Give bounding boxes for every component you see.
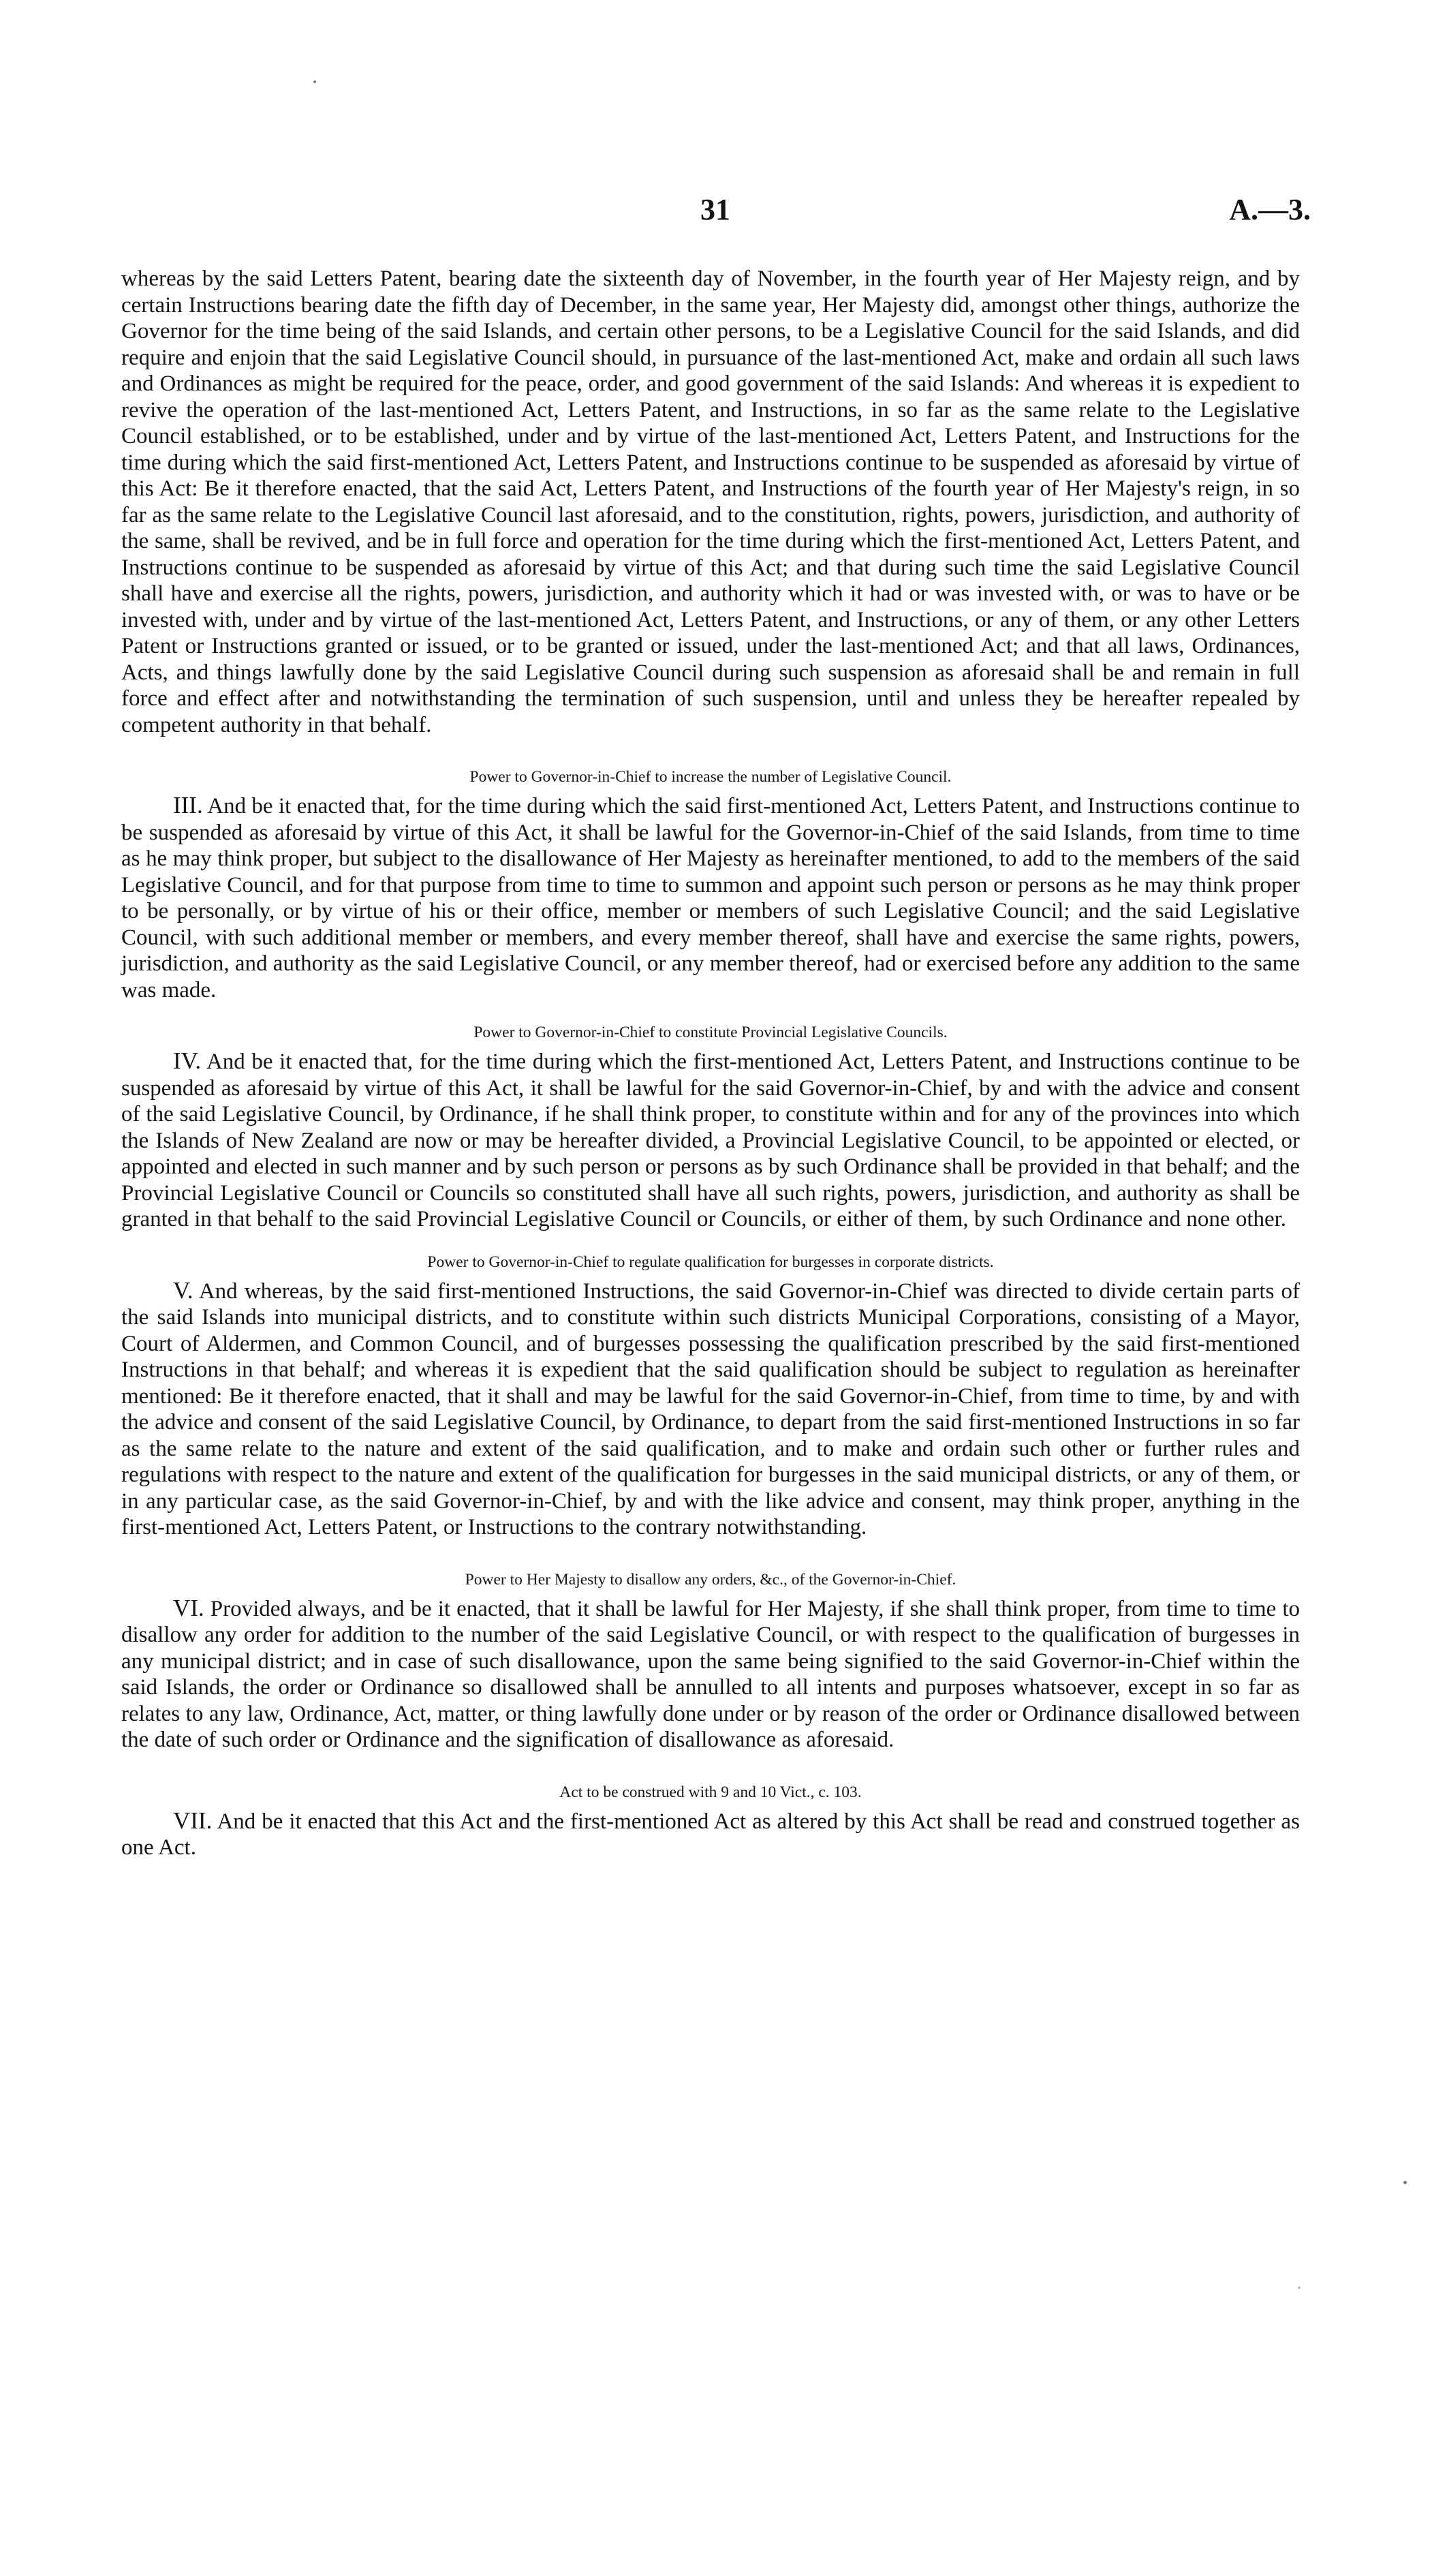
document-reference: A.—3. [1229, 193, 1311, 226]
section-paragraph [121, 1278, 1300, 1541]
section-3 [121, 767, 1300, 1003]
section-sidenote: Power to Her Majesty to disallow any orders, &c., of the Governor-in-Chief. [465, 1570, 956, 1589]
section-paragraph [121, 1595, 1300, 1753]
section-body: And be it enacted that, for the time during which the said first-mentioned Act, Letters Patent, and Instructions continue to be suspended as aforesaid by virtue of this Act, it shall be lawful for the Governor-in-Chief of the said Islands, from time to time as he may think proper, but subject to the disallowance of Her Majesty as hereinafter mentioned, to add to the members of the said Legislative Council, and for that purpose from time to time to summon and appoint such person or persons as he may think proper to be personally, or by virtue of his or their office, member or members of such Legislative Council; and the said Legislative Council, with such additional member or members, and every member thereof, shall have and exercise the same rights, powers, jurisdiction, and authority as the said Legislative Council, or any member thereof, had or exercised before any addition to the same was made. [121, 794, 1300, 1002]
section-7 [121, 1782, 1300, 1861]
section-sidenote: Act to be construed with 9 and 10 Vict., c. 103. [559, 1783, 862, 1801]
scan-speck [1298, 2286, 1301, 2289]
section-numeral: V. [173, 1276, 193, 1304]
section-body: And be it enacted that, for the time during which the first-mentioned Act, Letters Patent, and Instructions continue to be suspended as aforesaid by virtue of this Act, it shall be lawful for the said Governor-in-Chief, by and with the advice and consent of the said Legislative Council, by Ordinance, if he shall think proper, to constitute within and for any of the provinces into which the Islands of New Zealand are now or may be hereafter divided, a Provincial Legislative Council, to be appointed or elected, or appointed and elected in such manner and by such person or persons as by such Ordinance shall be provided in that behalf; and the Provincial Legislative Council or Councils so constituted shall have all such rights, powers, jurisdiction, and authority as shall be granted in that behalf to the said Provincial Legislative Council or Councils, or either of them, by such Ordinance and none other. [121, 1049, 1300, 1231]
section-5 [121, 1252, 1300, 1541]
page-number: 31 [700, 193, 730, 226]
section-numeral: III. [173, 792, 203, 818]
scan-speck [1403, 2181, 1407, 2184]
section-paragraph [121, 793, 1300, 1003]
section-body: And whereas, by the said first-mentioned Instructions, the said Governor-in-Chief was directed to divide certain parts of the said Islands into municipal districts, and to constitute within such districts Municipal Corporations, consisting of a Mayor, Court of Aldermen, and Common Council, and of burgesses possessing the qualification prescribed by the said first-mentioned Instructions in that behalf; and whereas it is expedient that the said qualification should be subject to regulation as hereinafter mentioned: Be it therefore enacted, that it shall and may be lawful for the said Governor-in-Chief, from time to time, by and with the advice and consent of the said Legislative Council, by Ordinance, to depart from the said first-mentioned Instructions in so far as the same relate to the nature and extent of the said qualification, and to make and ordain such other or further rules and regulations with respect to the nature and extent of the qualification for burgesses in the said municipal districts, or any of them, or in any particular case, as the said Governor-in-Chief, by and with the like advice and consent, may think proper, anything in the first-mentioned Act, Letters Patent, or Instructions to the contrary notwithstanding. [121, 1278, 1301, 1539]
section-numeral: VI. [173, 1594, 204, 1621]
section-sidenote: Power to Governor-in-Chief to regulate qualification for burgesses in corporate districts. [427, 1253, 994, 1271]
section-paragraph [121, 1048, 1300, 1233]
scan-speck [313, 80, 316, 83]
act-text [121, 266, 1300, 1861]
section-paragraph [121, 1808, 1300, 1861]
section-6 [121, 1569, 1300, 1753]
section-numeral: IV. [173, 1047, 202, 1074]
continuation-paragraph: whereas by the said Letters Patent, bearing date the sixteenth day of November, in the fourth year of Her Majesty reign, and by certain Instructions bearing date the fifth day of December, in the same year, Her Majesty did, amongst other things, authorize the Governor for the time being of the said Islands, and certain other persons, to be a Legislative Council for the said Islands, and did require and enjoin that the said Legislative Council should, in pursuance of the last-mentioned Act, make and ordain all such laws and Ordinances as might be required for the peace, order, and good government of the said Islands: And whereas it is expedient to revive the operation of the last-mentioned Act, Letters Patent, and Instructions, in so far as the same relate to the Legislative Council established, or to be established, under and by virtue of the last-mentioned Act, Letters Patent, and Instructions for the time during which the said first-mentioned Act, Letters Patent, and Instructions continue to be suspended as aforesaid by virtue of this Act: Be it therefore enacted, that the said Act, Letters Patent, and Instructions of the fourth year of Her Majesty's reign, in so far as the same relate to the Legislative Council last aforesaid, and to the constitution, rights, powers, jurisdiction, and authority of the same, shall be revived, and be in full force and operation for the time during which the first-mentioned Act, Letters Patent, and Instructions continue to be suspended as aforesaid by virtue of this Act; and that during such time the said Legislative Council shall have and exercise all the rights, powers, jurisdiction, and authority which it had or was invested with, or was to have or be invested with, under and by virtue of the last-mentioned Act, Letters Patent, and Instructions, or any of them, or any other Letters Patent or Instructions granted or issued, or to be granted or issued, under the last-mentioned Act; and that all laws, Ordinances, Acts, and things lawfully done by the said Legislative Council during such suspension as aforesaid shall be and remain in full force and effect after and notwithstanding the termination of such suspension, until and unless they be hereafter repealed by competent authority in that behalf. [121, 266, 1300, 737]
section-numeral: VII. [173, 1807, 213, 1834]
section-4 [121, 1022, 1300, 1233]
section-sidenote: Power to Governor-in-Chief to increase the number of Legislative Council. [469, 768, 952, 786]
section-sidenote: Power to Governor-in-Chief to constitute Provincial Legislative Councils. [473, 1024, 948, 1041]
section-body: Provided always, and be it enacted, that it shall be lawful for Her Majesty, if she shall think proper, from time to time to disallow any order for addition to the number of the said Legislative Council, or with respect to the qualification of burgesses in any municipal district; and in case of such disallowance, upon the same being signified to the said Governor-in-Chief within the said Islands, the order or Ordinance so disallowed shall be annulled to all intents and purposes whatsoever, except in so far as relates to any law, Ordinance, Act, matter, or thing lawfully done under or by reason of the order or Ordinance disallowed between the date of such order or Ordinance and the signification of disallowance as aforesaid. [121, 1596, 1300, 1752]
section-body: And be it enacted that this Act and the first-mentioned Act as altered by this Act shall be read and construed together as one Act. [121, 1809, 1300, 1860]
